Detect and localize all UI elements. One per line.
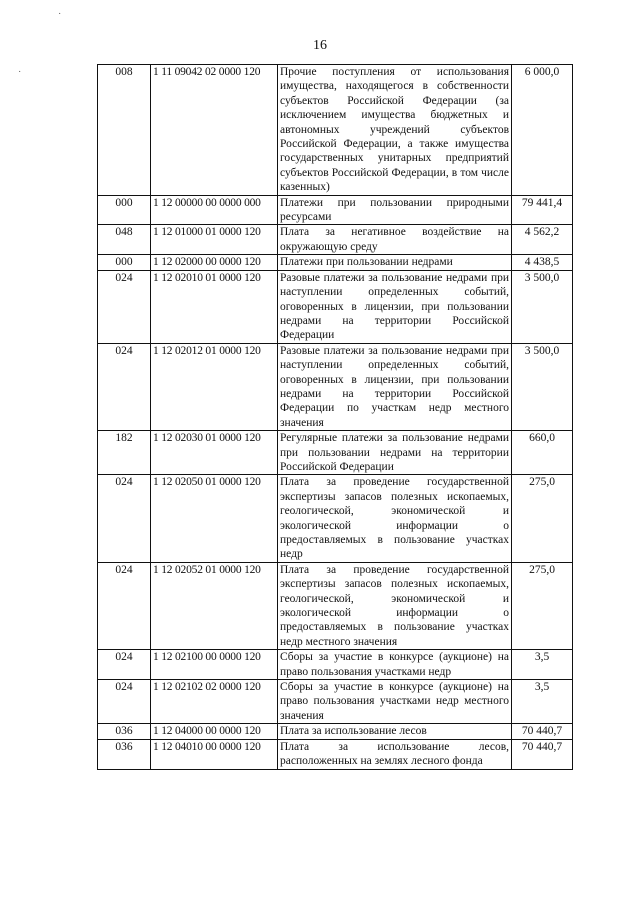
amount-cell: 3 500,0 [512, 343, 573, 430]
table-row [98, 225, 573, 255]
budget-code-cell: 1 12 02100 00 0000 120 [151, 650, 278, 680]
table-row [98, 270, 573, 343]
budget-code-cell: 1 12 02000 00 0000 120 [151, 255, 278, 270]
revenue-name-cell: Прочие поступления от использования имущества, находящегося в собственности субъектов Российской Федерации (за исключением имущества бюджетных и автономных учреждений субъектов Российской Федерации, а также имущества государственных унитарных предприятий субъектов Российской Федерации, в том числе казенных) [278, 65, 512, 196]
amount-cell: 70 440,7 [512, 724, 573, 739]
budget-code-cell: 1 12 04000 00 0000 120 [151, 724, 278, 739]
admin-code-cell: 024 [98, 343, 151, 430]
table-row [98, 475, 573, 562]
amount-cell: 4 562,2 [512, 225, 573, 255]
admin-code-cell: 000 [98, 255, 151, 270]
table-row [98, 562, 573, 649]
revenue-name-cell: Разовые платежи за пользование недрами при наступлении определенных событий, оговоренных в лицензии, при пользовании недрами на территории Российской Федерации по участкам недр местного значения [278, 343, 512, 430]
amount-cell: 3 500,0 [512, 270, 573, 343]
revenue-name-cell: Плата за использование лесов [278, 724, 512, 739]
table-row [98, 343, 573, 430]
table-row [98, 680, 573, 724]
budget-code-cell: 1 12 01000 01 0000 120 [151, 225, 278, 255]
admin-code-cell: 182 [98, 431, 151, 475]
scan-mark: ˙ [58, 12, 62, 23]
admin-code-cell: 024 [98, 680, 151, 724]
table-row [98, 431, 573, 475]
budget-code-cell: 1 12 02010 01 0000 120 [151, 270, 278, 343]
budget-code-cell: 1 12 00000 00 0000 000 [151, 195, 278, 225]
budget-code-cell: 1 12 02102 02 0000 120 [151, 680, 278, 724]
budget-code-cell: 1 12 02052 01 0000 120 [151, 562, 278, 649]
budget-code-cell: 1 12 02030 01 0000 120 [151, 431, 278, 475]
scan-mark: ˙ [18, 70, 22, 81]
budget-code-cell: 1 12 02050 01 0000 120 [151, 475, 278, 562]
admin-code-cell: 024 [98, 650, 151, 680]
amount-cell: 3,5 [512, 650, 573, 680]
amount-cell: 275,0 [512, 475, 573, 562]
budget-code-cell: 1 12 02012 01 0000 120 [151, 343, 278, 430]
admin-code-cell: 024 [98, 562, 151, 649]
table-row [98, 195, 573, 225]
table-row [98, 255, 573, 270]
revenue-name-cell: Сборы за участие в конкурсе (аукционе) на право пользования участками недр местного значения [278, 680, 512, 724]
amount-cell: 4 438,5 [512, 255, 573, 270]
revenue-name-cell: Плата за негативное воздействие на окружающую среду [278, 225, 512, 255]
revenue-name-cell: Разовые платежи за пользование недрами при наступлении определенных событий, оговоренных в лицензии, при пользовании недрами на территории Российской Федерации [278, 270, 512, 343]
budget-code-cell: 1 12 04010 00 0000 120 [151, 739, 278, 769]
admin-code-cell: 036 [98, 724, 151, 739]
revenue-name-cell: Сборы за участие в конкурсе (аукционе) на право пользования участками недр [278, 650, 512, 680]
revenue-name-cell: Платежи при пользовании недрами [278, 255, 512, 270]
admin-code-cell: 048 [98, 225, 151, 255]
revenue-name-cell: Плата за использование лесов, расположенных на землях лесного фонда [278, 739, 512, 769]
revenue-name-cell: Регулярные платежи за пользование недрами при пользовании недрами на территории Российской Федерации [278, 431, 512, 475]
admin-code-cell: 036 [98, 739, 151, 769]
revenue-table [97, 64, 573, 770]
amount-cell: 79 441,4 [512, 195, 573, 225]
table-row [98, 739, 573, 769]
amount-cell: 3,5 [512, 680, 573, 724]
table-row [98, 65, 573, 196]
page-number: 16 [313, 38, 327, 53]
admin-code-cell: 008 [98, 65, 151, 196]
table-row [98, 724, 573, 739]
amount-cell: 275,0 [512, 562, 573, 649]
revenue-name-cell: Плата за проведение государственной экспертизы запасов полезных ископаемых, геологической, экономической и экологической информации о предоставляемых в пользование участках недр местного значения [278, 562, 512, 649]
table-body [98, 65, 573, 770]
revenue-name-cell: Платежи при пользовании природными ресурсами [278, 195, 512, 225]
admin-code-cell: 024 [98, 270, 151, 343]
revenue-name-cell: Плата за проведение государственной экспертизы запасов полезных ископаемых, геологической, экономической и экологической информации о предоставляемых в пользование участках недр [278, 475, 512, 562]
table-row [98, 650, 573, 680]
amount-cell: 70 440,7 [512, 739, 573, 769]
budget-code-cell: 1 11 09042 02 0000 120 [151, 65, 278, 196]
amount-cell: 660,0 [512, 431, 573, 475]
admin-code-cell: 024 [98, 475, 151, 562]
admin-code-cell: 000 [98, 195, 151, 225]
amount-cell: 6 000,0 [512, 65, 573, 196]
